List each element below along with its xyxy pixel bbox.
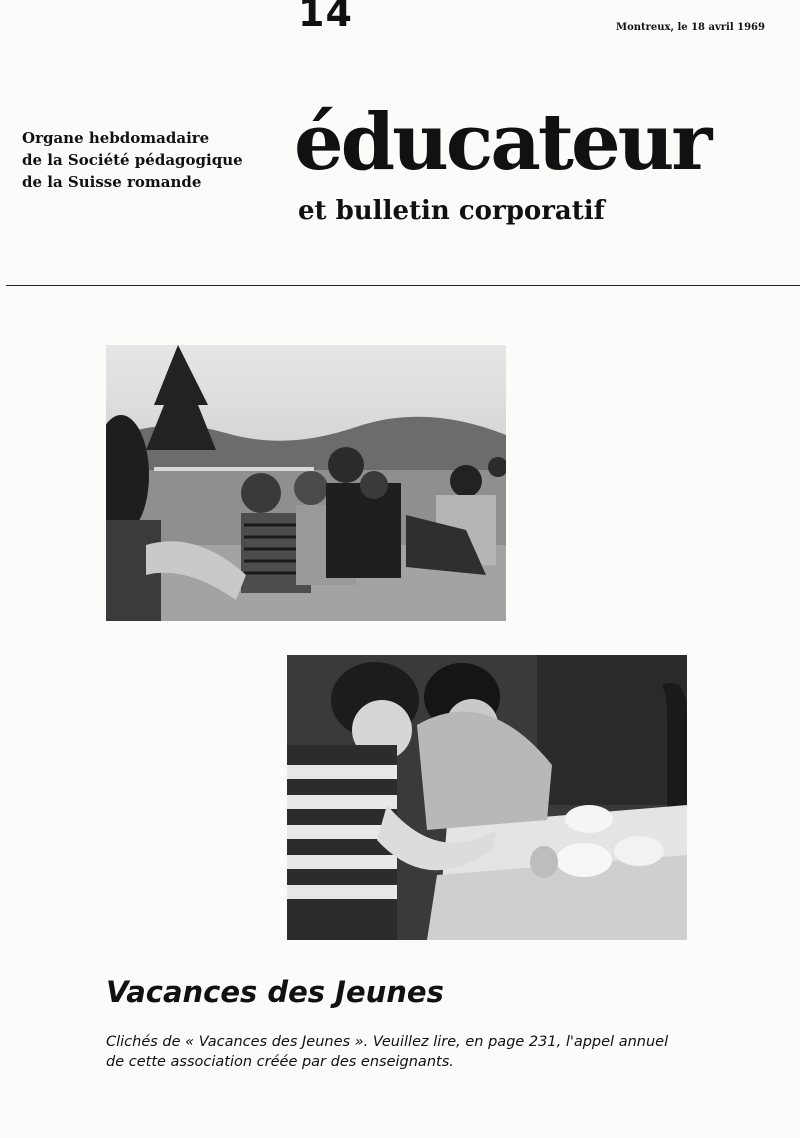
issue-number: 14 <box>298 0 353 35</box>
caption-line: Clichés de « Vacances des Jeunes ». Veuillez lire, en page 231, l'appel annuel <box>106 1034 669 1050</box>
photo-outdoor-group <box>106 345 506 621</box>
organ-line: Organe hebdomadaire <box>22 129 210 147</box>
dateline: Montreux, le 18 avril 1969 <box>616 22 765 33</box>
photo-table-activity <box>287 655 687 940</box>
organ-line: de la Société pédagogique <box>22 151 243 169</box>
masthead-title: éducateur <box>294 97 710 188</box>
masthead-subtitle: et bulletin corporatif <box>298 196 605 226</box>
organ-description <box>22 127 243 193</box>
organ-line: de la Suisse romande <box>22 173 202 191</box>
feature-caption <box>106 1032 706 1072</box>
feature-headline: Vacances des Jeunes <box>106 975 444 1009</box>
caption-line: de cette association créée par des enseignants. <box>106 1054 454 1070</box>
header-divider <box>6 285 800 286</box>
